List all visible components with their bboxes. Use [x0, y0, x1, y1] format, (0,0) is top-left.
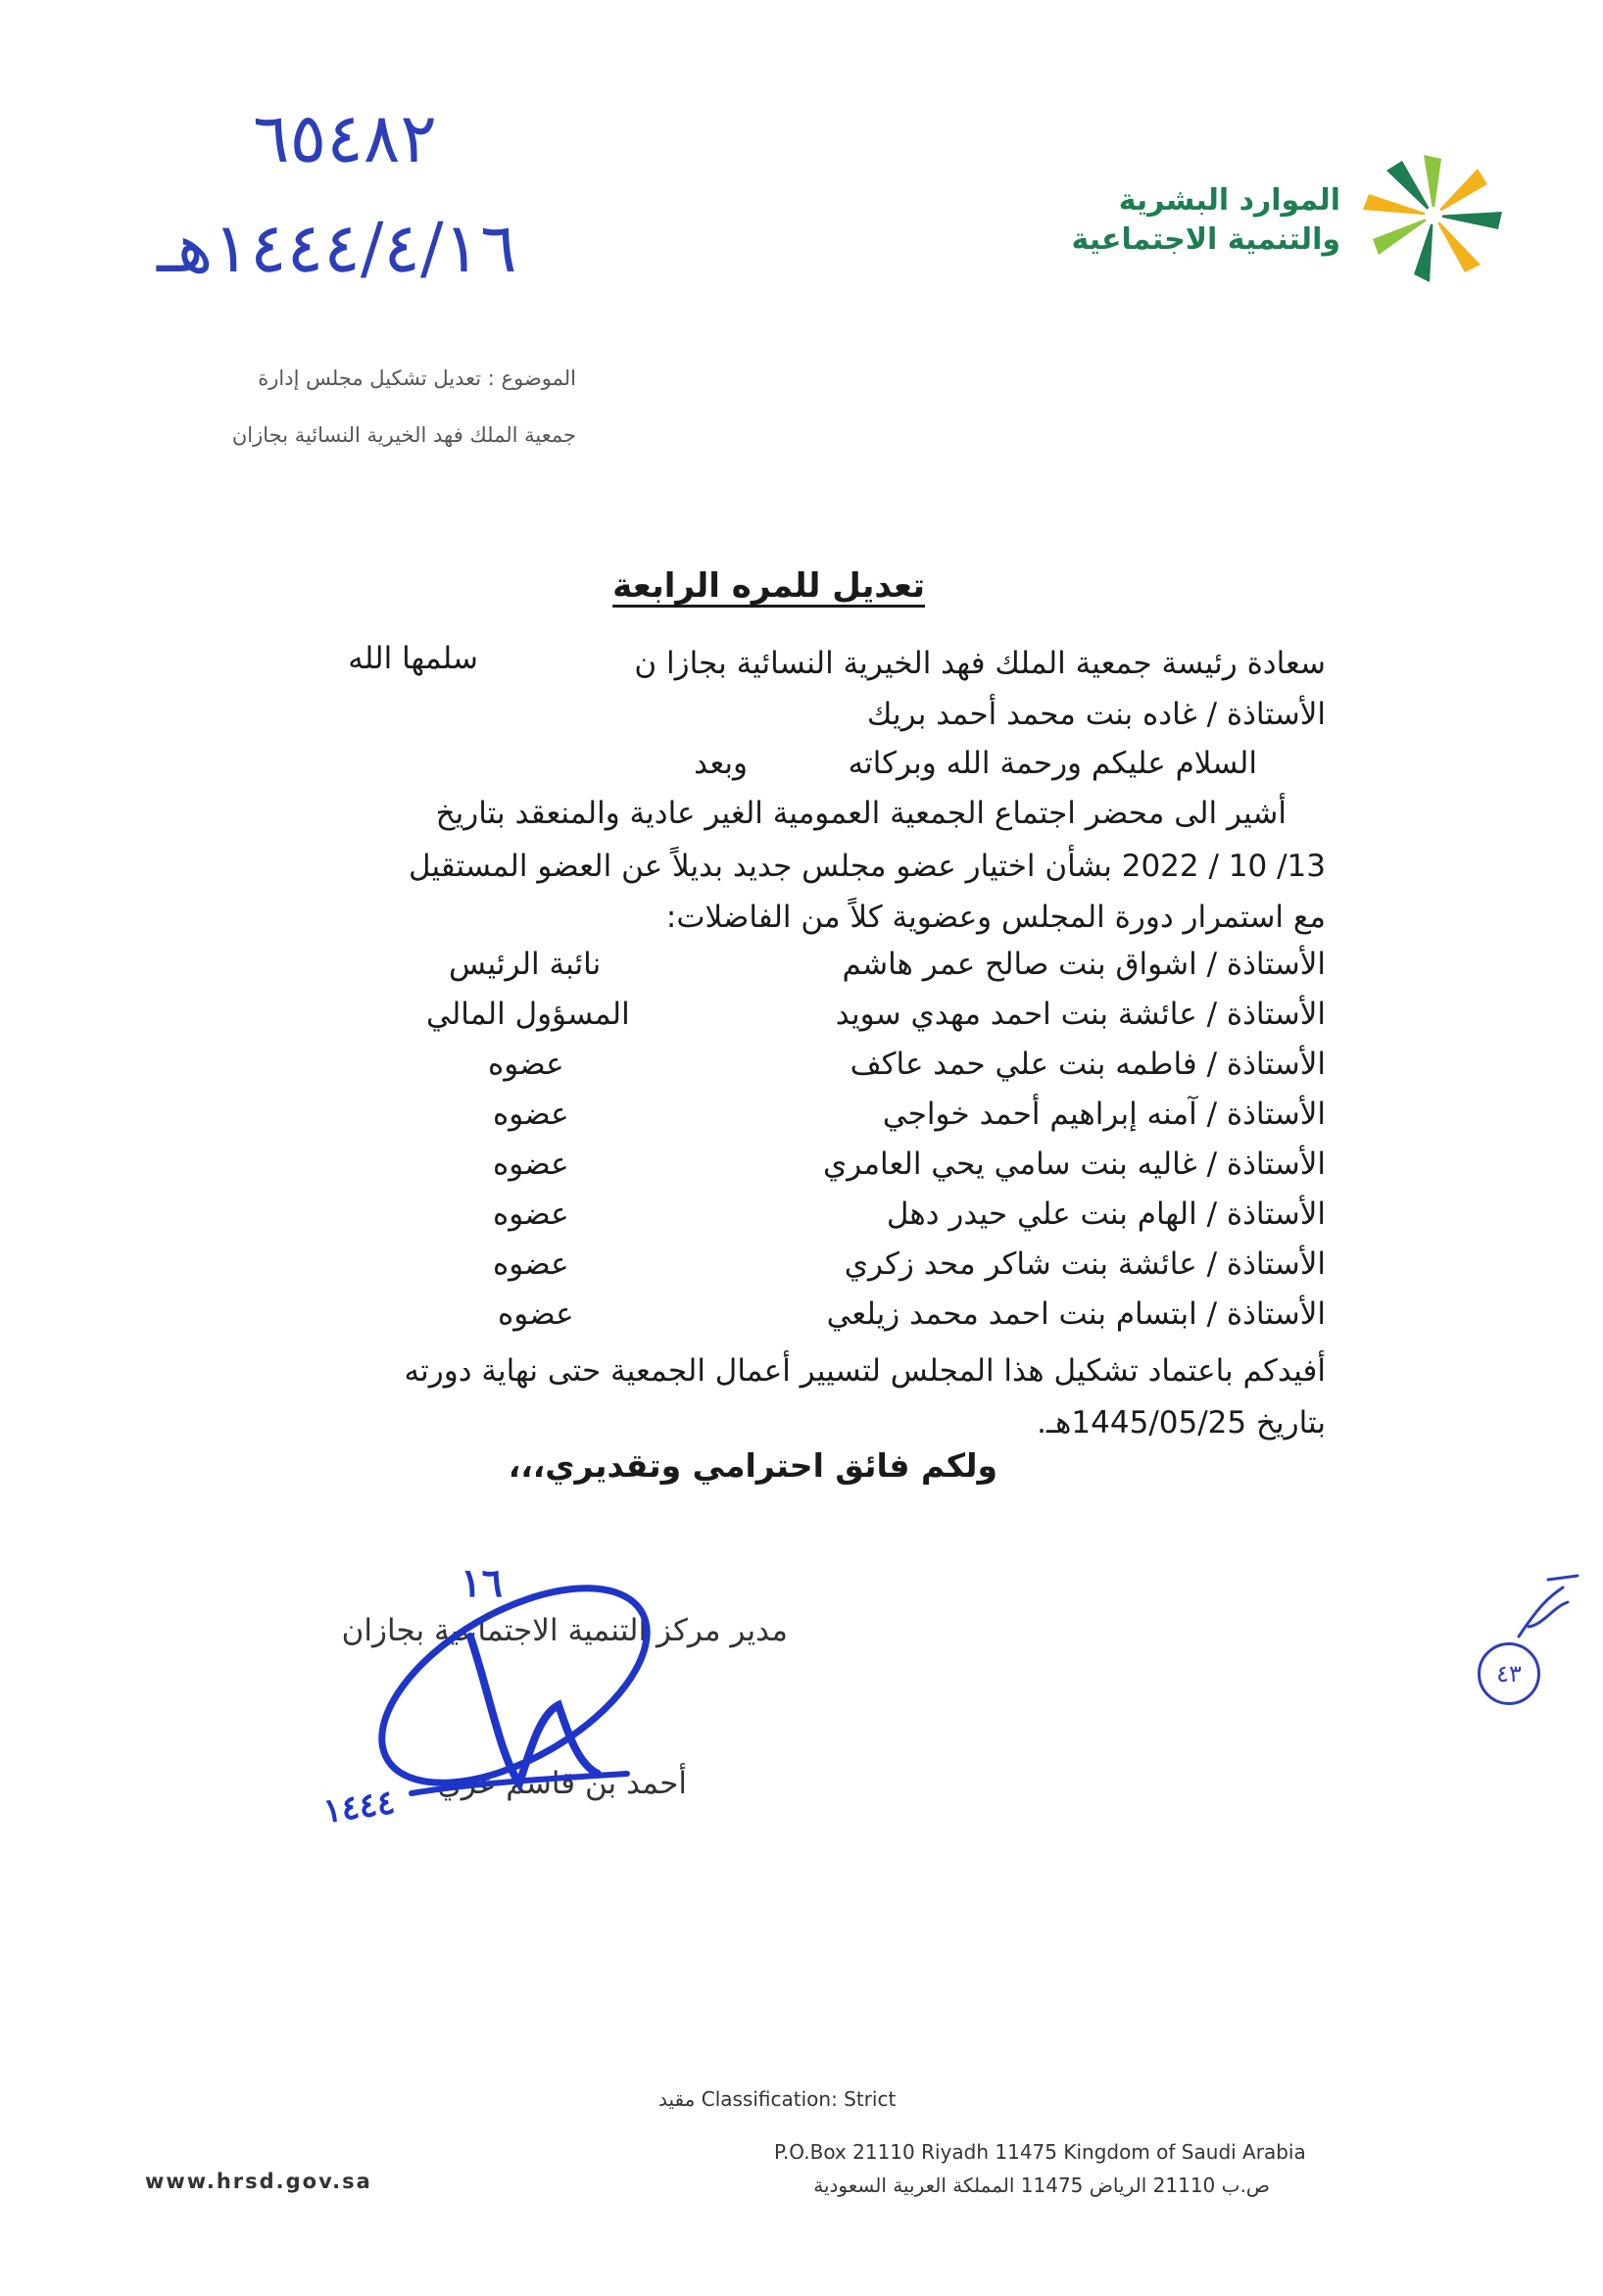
subject-line-1: الموضوع : تعديل تشكيل مجلس إدارة [258, 366, 576, 390]
ministry-name [1072, 181, 1340, 260]
addressee: سعادة رئيسة جمعية الملك فهد الخيرية النسائية بجازا ن [634, 646, 1326, 681]
website-link[interactable]: www.hrsd.gov.sa [145, 2170, 372, 2193]
member-name: الأستاذة / ابتسام بنت احمد محمد زيلعي [826, 1296, 1326, 1332]
member-role: عضوه [488, 1047, 564, 1082]
subject-line-2: جمعية الملك فهد الخيرية النسائية بجازان [231, 423, 576, 447]
addressee-name: الأستاذة / غاده بنت محمد أحمد بريك [866, 697, 1326, 732]
member-row [346, 947, 1326, 992]
greeting: السلام عليكم ورحمة الله وبركاته [848, 746, 1257, 781]
honorific: سلمها الله [348, 641, 478, 676]
margin-note-number: ٤٣ [1496, 1660, 1522, 1687]
handwritten-signature-day: ١٦ [461, 1560, 503, 1606]
member-name: الأستاذة / غاليه بنت سامي يحي العامري [823, 1147, 1326, 1182]
member-row [346, 1296, 1326, 1342]
member-role: نائبة الرئيس [449, 947, 602, 982]
member-row [346, 1246, 1326, 1292]
handwritten-signature-year: ١٤٤٤ [320, 1783, 398, 1832]
member-row [346, 1197, 1326, 1242]
member-name: الأستاذة / آمنه إبراهيم أحمد خواجي [882, 1097, 1326, 1132]
member-row [346, 997, 1326, 1042]
ministry-star-icon [1350, 147, 1517, 284]
handwritten-reference-number: ٦٥٤٨٢ [253, 98, 437, 178]
paragraph-1-line-3: مع استمرار دورة المجلس وعضوية كلاً من الفاضلات: [665, 900, 1326, 935]
classification: مقيد Classification: Strict [658, 2087, 897, 2111]
member-name: الأستاذة / فاطمه بنت علي حمد عاكف [850, 1047, 1326, 1082]
handwritten-signature-icon [353, 1578, 676, 1832]
address-en: P.O.Box 21110 Riyadh 11475 Kingdom of Saudi Arabia [774, 2140, 1306, 2164]
paragraph-1-line-2: 13/ 10 / 2022 بشأن اختيار عضو مجلس جديد بديلاً عن العضو المستقيل [408, 849, 1326, 884]
member-name: الأستاذة / عائشة بنت احمد مهدي سويد [835, 997, 1326, 1032]
margin-initials-icon [1509, 1568, 1587, 1646]
member-name: الأستاذة / عائشة بنت شاكر محد زكري [844, 1246, 1326, 1282]
handwritten-reference-date: ١٤٤٤/٤/١٦هـ [157, 208, 517, 288]
signatory-title: مدير مركز التنمية الاجتماعية بجازان [341, 1613, 788, 1648]
member-role: عضوه [498, 1296, 574, 1332]
margin-note-circle [1478, 1642, 1540, 1705]
member-role: عضوه [493, 1097, 569, 1132]
member-role: عضوه [493, 1246, 569, 1282]
greeting-after: وبعد [694, 746, 748, 781]
paragraph-2-line-2: بتاريخ 1445/05/25هـ. [1037, 1405, 1326, 1441]
member-row [346, 1147, 1326, 1192]
member-name: الأستاذة / الهام بنت علي حيدر دهل [886, 1197, 1326, 1232]
member-role: عضوه [493, 1147, 569, 1182]
member-role: عضوه [493, 1197, 569, 1232]
paragraph-1-line-1: أشير الى محضر اجتماع الجمعية العمومية الغير عادية والمنعقد بتاريخ [435, 796, 1287, 831]
ministry-logo [1007, 147, 1517, 284]
member-row [346, 1097, 1326, 1142]
address-ar: ص.ب 21110 الرياض 11475 المملكة العربية السعودية [813, 2174, 1270, 2197]
letter-heading: تعديل للمره الرابعة [612, 566, 925, 606]
member-role: المسؤول المالي [426, 997, 630, 1032]
member-row [346, 1047, 1326, 1092]
member-name: الأستاذة / اشواق بنت صالح عمر هاشم [842, 947, 1326, 982]
paragraph-2-line-1: أفيدكم باعتماد تشكيل هذا المجلس لتسيير أعمال الجمعية حتى نهاية دورته [404, 1353, 1326, 1389]
signatory-name: أحمد بن قاسم عزي [437, 1766, 687, 1801]
ministry-name-line1: الموارد البشرية [1118, 183, 1340, 218]
ministry-name-line2: والتنمية الاجتماعية [1071, 222, 1340, 257]
closing: ولكم فائق احترامي وتقديري،،، [508, 1446, 997, 1485]
